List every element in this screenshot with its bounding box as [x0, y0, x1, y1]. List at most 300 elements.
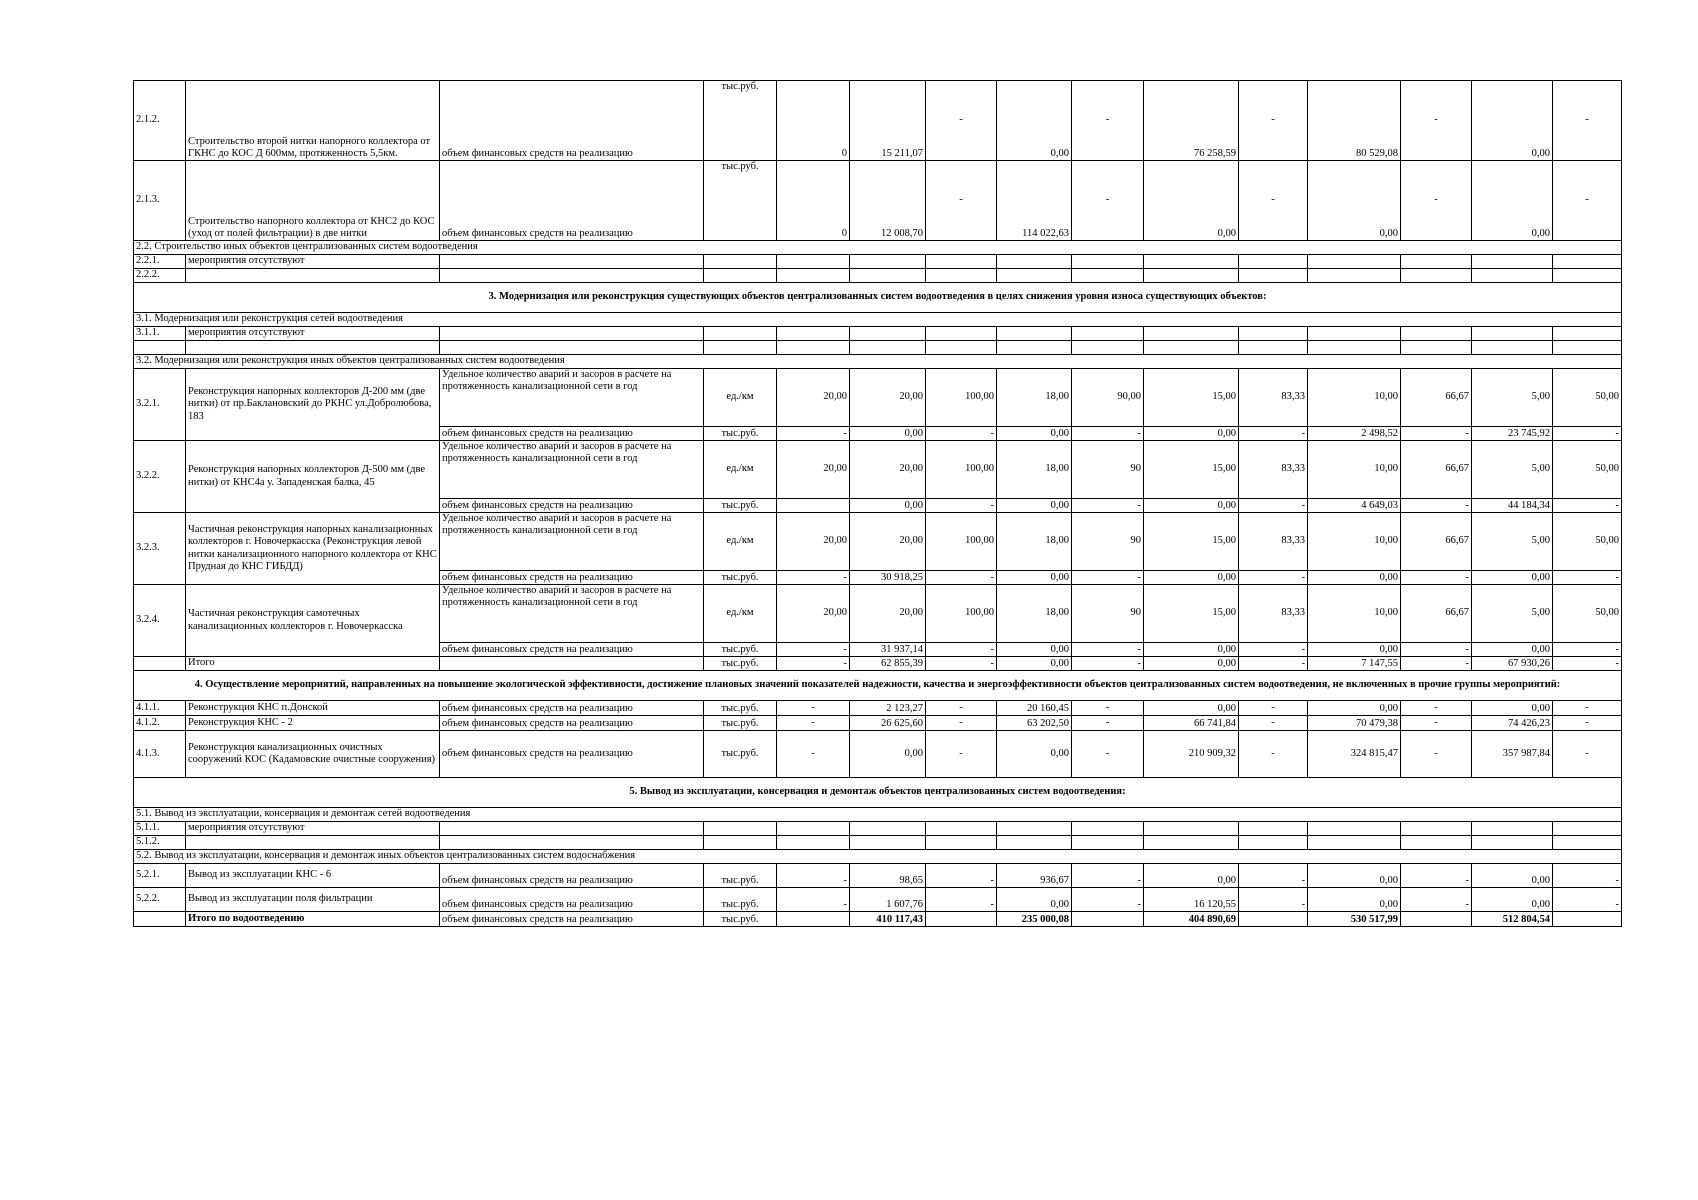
value-cell	[777, 912, 850, 927]
dash-cell: -	[1239, 499, 1308, 513]
value-cell: 98,65	[850, 864, 926, 888]
empty-cell	[1239, 341, 1308, 355]
indicator: объем финансовых средств на реализацию	[440, 701, 704, 716]
empty-cell	[1401, 255, 1472, 269]
value-cell: 18,00	[997, 585, 1072, 643]
value-cell: 50,00	[1553, 585, 1622, 643]
dash-cell: -	[1239, 643, 1308, 657]
item-number: 4.1.1.	[134, 701, 186, 716]
value-cell: 0,00	[1472, 701, 1553, 716]
dash-cell: -	[1239, 81, 1308, 161]
value-cell: 0,00	[1308, 161, 1401, 241]
item-number	[134, 657, 186, 671]
table-row	[134, 864, 1622, 888]
value-cell: 0,00	[1144, 701, 1239, 716]
item-number: 2.2.2.	[134, 269, 186, 283]
dash-cell: -	[1072, 716, 1144, 731]
empty-cell	[1553, 836, 1622, 850]
indicator-row	[134, 441, 1622, 499]
value-cell: 4 649,03	[1308, 499, 1401, 513]
value-cell: 936,67	[997, 864, 1072, 888]
dash-cell: -	[1401, 81, 1472, 161]
dash-cell: -	[777, 864, 850, 888]
empty-cell	[1553, 269, 1622, 283]
empty-cell	[440, 255, 704, 269]
section-heading: 5. Вывод из эксплуатации, консервация и демонтаж объектов централизованных систем водоотведения:	[134, 778, 1622, 808]
dash-cell: -	[926, 731, 997, 778]
value-cell: 31 937,14	[850, 643, 926, 657]
table-row	[134, 657, 1622, 671]
value-cell: 18,00	[997, 369, 1072, 427]
empty-cell	[926, 836, 997, 850]
empty-cell	[1308, 836, 1401, 850]
value-cell: 23 745,92	[1472, 427, 1553, 441]
subsection-row	[134, 355, 1622, 369]
dash-cell: -	[1072, 701, 1144, 716]
value-cell	[777, 499, 850, 513]
investment-program-table	[133, 80, 1622, 927]
empty-cell	[1401, 269, 1472, 283]
unit: тыс.руб.	[704, 427, 777, 441]
value-cell: 80 529,08	[1308, 81, 1401, 161]
dash-cell: -	[1239, 657, 1308, 671]
value-cell: 50,00	[1553, 369, 1622, 427]
value-cell: 20,00	[850, 513, 926, 571]
item-name: Реконструкция напорных коллекторов Д-200 мм (две нитки) от пр.Баклановский до РКНС ул.Добролюбова, 183	[186, 369, 440, 441]
dash-cell: -	[926, 427, 997, 441]
dash-cell: -	[1553, 716, 1622, 731]
item-name: Реконструкция канализационных очистных сооружений КОС (Кадамовские очистные сооружения)	[186, 731, 440, 778]
empty-cell	[997, 255, 1072, 269]
empty-cell	[1401, 822, 1472, 836]
value-cell: 0,00	[997, 81, 1072, 161]
empty-cell	[850, 327, 926, 341]
value-cell: 16 120,55	[1144, 888, 1239, 912]
value-cell	[1072, 912, 1144, 927]
empty-cell	[926, 341, 997, 355]
empty-cell	[926, 269, 997, 283]
value-cell: 18,00	[997, 441, 1072, 499]
value-cell: 44 184,34	[1472, 499, 1553, 513]
value-cell: 12 008,70	[850, 161, 926, 241]
value-cell: 0,00	[997, 499, 1072, 513]
dash-cell: -	[926, 571, 997, 585]
value-cell: 2 123,27	[850, 701, 926, 716]
item-name: Частичная реконструкция самотечных канализационных коллекторов г. Новочеркасска	[186, 585, 440, 657]
indicator: объем финансовых средств на реализацию	[440, 427, 704, 441]
empty-cell	[1472, 822, 1553, 836]
value-cell	[1239, 912, 1308, 927]
value-cell: 66 741,84	[1144, 716, 1239, 731]
dash-cell: -	[777, 427, 850, 441]
subsection-title: 5.1. Вывод из эксплуатации, консервация и демонтаж сетей водоотведения	[134, 808, 1622, 822]
dash-cell: -	[1401, 499, 1472, 513]
dash-cell: -	[1553, 571, 1622, 585]
indicator: объем финансовых средств на реализацию	[440, 643, 704, 657]
value-cell: 10,00	[1308, 441, 1401, 499]
value-cell: 210 909,32	[1144, 731, 1239, 778]
dash-cell: -	[926, 864, 997, 888]
value-cell: 0,00	[850, 427, 926, 441]
indicator: Удельное количество аварий и засоров в расчете на протяженность канализационной сети в год	[440, 441, 704, 499]
empty-cell	[1308, 822, 1401, 836]
empty-cell	[1144, 269, 1239, 283]
value-cell: 0,00	[997, 643, 1072, 657]
indicator: объем финансовых средств на реализацию	[440, 161, 704, 241]
value-cell: 10,00	[1308, 369, 1401, 427]
empty-cell	[997, 822, 1072, 836]
empty-cell	[850, 255, 926, 269]
item-name: Строительство второй нитки напорного коллектора от ГКНС до КОС Д 600мм, протяженность 5,5км.	[186, 81, 440, 161]
empty-cell	[1401, 327, 1472, 341]
value-cell: 512 804,54	[1472, 912, 1553, 927]
value-cell: 15 211,07	[850, 81, 926, 161]
item-number: 3.2.4.	[134, 585, 186, 657]
value-cell: 0,00	[1308, 888, 1401, 912]
dash-cell: -	[1553, 888, 1622, 912]
empty-cell	[777, 327, 850, 341]
value-cell	[1553, 912, 1622, 927]
empty-cell	[1239, 822, 1308, 836]
indicator: объем финансовых средств на реализацию	[440, 864, 704, 888]
dash-cell: -	[926, 643, 997, 657]
value-cell: 15,00	[1144, 513, 1239, 571]
empty-cell	[1072, 822, 1144, 836]
value-cell: 0,00	[850, 499, 926, 513]
item-number	[134, 341, 186, 355]
value-cell: 20,00	[777, 585, 850, 643]
subsection-row	[134, 313, 1622, 327]
value-cell: 0,00	[1308, 701, 1401, 716]
value-cell: 10,00	[1308, 585, 1401, 643]
item-name: Итого	[186, 657, 440, 671]
dash-cell: -	[777, 643, 850, 657]
indicator	[440, 657, 704, 671]
value-cell: 26 625,60	[850, 716, 926, 731]
empty-cell	[1401, 341, 1472, 355]
indicator: Удельное количество аварий и засоров в расчете на протяженность канализационной сети в год	[440, 369, 704, 427]
empty-cell	[1553, 822, 1622, 836]
table-row	[134, 255, 1622, 269]
item-number: 3.2.3.	[134, 513, 186, 585]
dash-cell: -	[777, 731, 850, 778]
section-heading-row	[134, 671, 1622, 701]
value-cell: 70 479,38	[1308, 716, 1401, 731]
unit: тыс.руб.	[704, 864, 777, 888]
empty-cell	[1308, 327, 1401, 341]
empty-cell	[777, 822, 850, 836]
empty-cell	[440, 327, 704, 341]
dash-cell: -	[1239, 864, 1308, 888]
dash-cell: -	[926, 657, 997, 671]
indicator: объем финансовых средств на реализацию	[440, 571, 704, 585]
value-cell: 0,00	[1308, 864, 1401, 888]
dash-cell: -	[1401, 716, 1472, 731]
value-cell: 324 815,47	[1308, 731, 1401, 778]
empty-cell	[1472, 341, 1553, 355]
dash-cell: -	[1239, 716, 1308, 731]
value-cell: 18,00	[997, 513, 1072, 571]
value-cell: 5,00	[1472, 369, 1553, 427]
item-name: Частичная реконструкция напорных канализационных коллекторов г. Новочеркасска (Реконструкция левой нитки канализационного напорного коллектора от КНС Прудная до КНС ГИБДД)	[186, 513, 440, 585]
item-number: 2.2.1.	[134, 255, 186, 269]
value-cell	[926, 912, 997, 927]
empty-cell	[850, 836, 926, 850]
item-name: Вывод из эксплуатации поля фильтрации	[186, 888, 440, 912]
value-cell: 50,00	[1553, 441, 1622, 499]
indicator: Удельное количество аварий и засоров в расчете на протяженность канализационной сети в год	[440, 585, 704, 643]
dash-cell: -	[1553, 731, 1622, 778]
dash-cell: -	[777, 571, 850, 585]
empty-cell	[1401, 836, 1472, 850]
unit: тыс.руб.	[704, 161, 777, 241]
empty-cell	[1553, 255, 1622, 269]
table-row	[134, 716, 1622, 731]
dash-cell: -	[777, 716, 850, 731]
value-cell: 0,00	[1308, 643, 1401, 657]
value-cell: 20,00	[850, 369, 926, 427]
table-row	[134, 912, 1622, 927]
section-heading: 3. Модернизация или реконструкция существующих объектов централизованных систем водоотведения в целях снижения уровня износа существующих объектов:	[134, 283, 1622, 313]
dash-cell: -	[1401, 731, 1472, 778]
value-cell: 100,00	[926, 369, 997, 427]
item-name: Вывод из эксплуатации КНС - 6	[186, 864, 440, 888]
value-cell: 0,00	[997, 657, 1072, 671]
value-cell: 20,00	[850, 441, 926, 499]
item-name: Реконструкция напорных коллекторов Д-500 мм (две нитки) от КНС4а у. Западенская балка, 45	[186, 441, 440, 513]
dash-cell: -	[1401, 864, 1472, 888]
value-cell: 66,67	[1401, 441, 1472, 499]
empty-cell	[1553, 341, 1622, 355]
value-cell: 530 517,99	[1308, 912, 1401, 927]
dash-cell: -	[1072, 571, 1144, 585]
value-cell: 7 147,55	[1308, 657, 1401, 671]
indicator: объем финансовых средств на реализацию	[440, 716, 704, 731]
unit: тыс.руб.	[704, 657, 777, 671]
unit: тыс.руб.	[704, 571, 777, 585]
item-number: 5.2.2.	[134, 888, 186, 912]
dash-cell: -	[926, 716, 997, 731]
dash-cell: -	[1401, 701, 1472, 716]
empty-cell	[1072, 269, 1144, 283]
empty-cell	[1472, 327, 1553, 341]
value-cell: 0,00	[1472, 888, 1553, 912]
dash-cell: -	[1401, 571, 1472, 585]
value-cell: 83,33	[1239, 585, 1308, 643]
value-cell: 63 202,50	[997, 716, 1072, 731]
dash-cell: -	[1553, 499, 1622, 513]
value-cell: 20,00	[777, 369, 850, 427]
item-name	[186, 836, 440, 850]
value-cell: 5,00	[1472, 441, 1553, 499]
value-cell: 357 987,84	[1472, 731, 1553, 778]
value-cell: 0,00	[1144, 657, 1239, 671]
value-cell: 15,00	[1144, 369, 1239, 427]
table-row	[134, 161, 1622, 241]
dash-cell: -	[1401, 888, 1472, 912]
empty-cell	[1308, 341, 1401, 355]
indicator: объем финансовых средств на реализацию	[440, 912, 704, 927]
table-row	[134, 888, 1622, 912]
dash-cell: -	[1553, 643, 1622, 657]
value-cell: 2 498,52	[1308, 427, 1401, 441]
dash-cell: -	[1072, 81, 1144, 161]
dash-cell: -	[1072, 888, 1144, 912]
empty-cell	[850, 341, 926, 355]
subsection-row	[134, 808, 1622, 822]
dash-cell: -	[1401, 161, 1472, 241]
section-heading-row	[134, 283, 1622, 313]
empty-cell	[440, 341, 704, 355]
unit: ед./км	[704, 585, 777, 643]
value-cell	[1401, 912, 1472, 927]
value-cell: 30 918,25	[850, 571, 926, 585]
value-cell: 1 607,76	[850, 888, 926, 912]
value-cell: 0	[777, 161, 850, 241]
unit: тыс.руб.	[704, 731, 777, 778]
value-cell: 20,00	[777, 441, 850, 499]
dash-cell: -	[1401, 643, 1472, 657]
empty-cell	[440, 269, 704, 283]
value-cell: 410 117,43	[850, 912, 926, 927]
empty-cell	[704, 269, 777, 283]
item-number: 3.2.1.	[134, 369, 186, 441]
empty-cell	[1072, 327, 1144, 341]
empty-cell	[1239, 255, 1308, 269]
section-heading: 4. Осуществление мероприятий, направленных на повышение экологической эффективности, достижение плановых значений показателей надежности, качества и энергоэффективности объектов централизованных систем водоотведения, не включенных в прочие группы мероприятий:	[134, 671, 1622, 701]
value-cell: 76 258,59	[1144, 81, 1239, 161]
empty-cell	[1144, 341, 1239, 355]
value-cell: 66,67	[1401, 513, 1472, 571]
unit: тыс.руб.	[704, 716, 777, 731]
table-row	[134, 731, 1622, 778]
dash-cell: -	[1072, 864, 1144, 888]
item-name: Реконструкция КНС п.Донской	[186, 701, 440, 716]
item-number: 3.2.2.	[134, 441, 186, 513]
empty-cell	[1072, 836, 1144, 850]
value-cell: 0,00	[1144, 427, 1239, 441]
empty-cell	[1144, 255, 1239, 269]
dash-cell: -	[1239, 571, 1308, 585]
item-number: 2.1.3.	[134, 161, 186, 241]
empty-cell	[440, 836, 704, 850]
dash-cell: -	[1072, 161, 1144, 241]
value-cell: 66,67	[1401, 369, 1472, 427]
item-name: мероприятия отсутствуют	[186, 255, 440, 269]
table-row	[134, 81, 1622, 161]
dash-cell: -	[1553, 427, 1622, 441]
indicator-row	[134, 585, 1622, 643]
item-name: Итого по водоотведению	[186, 912, 440, 927]
subsection-title: 5.2. Вывод из эксплуатации, консервация и демонтаж иных объектов централизованных систем водоснабжения	[134, 850, 1622, 864]
empty-cell	[926, 255, 997, 269]
table-row	[134, 269, 1622, 283]
empty-cell	[704, 327, 777, 341]
dash-cell: -	[1239, 731, 1308, 778]
empty-cell	[997, 327, 1072, 341]
value-cell: 100,00	[926, 585, 997, 643]
dash-cell: -	[777, 701, 850, 716]
dash-cell: -	[1401, 427, 1472, 441]
empty-cell	[1308, 269, 1401, 283]
value-cell: 62 855,39	[850, 657, 926, 671]
empty-cell	[704, 255, 777, 269]
value-cell: 15,00	[1144, 585, 1239, 643]
item-number: 2.1.2.	[134, 81, 186, 161]
unit: тыс.руб.	[704, 912, 777, 927]
subsection-title: 2.2. Строительство иных объектов централизованных систем водоотведения	[134, 241, 1622, 255]
empty-cell	[440, 822, 704, 836]
value-cell: 0,00	[1144, 499, 1239, 513]
value-cell: 67 930,26	[1472, 657, 1553, 671]
item-name: мероприятия отсутствуют	[186, 327, 440, 341]
empty-cell	[926, 822, 997, 836]
value-cell: 20,00	[850, 585, 926, 643]
dash-cell: -	[926, 499, 997, 513]
value-cell: 83,33	[1239, 369, 1308, 427]
empty-cell	[997, 269, 1072, 283]
value-cell: 15,00	[1144, 441, 1239, 499]
item-name: мероприятия отсутствуют	[186, 822, 440, 836]
dash-cell: -	[777, 888, 850, 912]
value-cell: 0,00	[1472, 571, 1553, 585]
value-cell: 90	[1072, 585, 1144, 643]
indicator: объем финансовых средств на реализацию	[440, 499, 704, 513]
value-cell: 0,00	[1308, 571, 1401, 585]
value-cell: 50,00	[1553, 513, 1622, 571]
value-cell: 5,00	[1472, 585, 1553, 643]
dash-cell: -	[1239, 161, 1308, 241]
empty-cell	[997, 836, 1072, 850]
unit: ед./км	[704, 513, 777, 571]
dash-cell: -	[1072, 731, 1144, 778]
dash-cell: -	[1553, 864, 1622, 888]
table-row	[134, 822, 1622, 836]
empty-cell	[1072, 341, 1144, 355]
empty-cell	[704, 836, 777, 850]
value-cell: 0,00	[1144, 864, 1239, 888]
empty-cell	[850, 269, 926, 283]
value-cell: 235 000,08	[997, 912, 1072, 927]
dash-cell: -	[1239, 888, 1308, 912]
unit: тыс.руб.	[704, 888, 777, 912]
value-cell: 20 160,45	[997, 701, 1072, 716]
value-cell: 0,00	[1472, 81, 1553, 161]
unit: тыс.руб.	[704, 499, 777, 513]
empty-cell	[1144, 836, 1239, 850]
empty-cell	[1308, 255, 1401, 269]
value-cell: 0,00	[1144, 643, 1239, 657]
value-cell: 0,00	[997, 571, 1072, 585]
item-number: 5.2.1.	[134, 864, 186, 888]
value-cell: 10,00	[1308, 513, 1401, 571]
empty-cell	[1472, 836, 1553, 850]
empty-cell	[777, 255, 850, 269]
empty-cell	[1144, 822, 1239, 836]
item-name: Строительство напорного коллектора от КНС2 до КОС (уход от полей фильтрации) в две нитки	[186, 161, 440, 241]
empty-cell	[1239, 327, 1308, 341]
unit: тыс.руб.	[704, 701, 777, 716]
unit: тыс.руб.	[704, 643, 777, 657]
item-number: 4.1.3.	[134, 731, 186, 778]
empty-cell	[1472, 255, 1553, 269]
subsection-title: 3.1. Модернизация или реконструкция сетей водоотведения	[134, 313, 1622, 327]
empty-cell	[777, 341, 850, 355]
value-cell: 0,00	[997, 731, 1072, 778]
value-cell: 90,00	[1072, 369, 1144, 427]
empty-cell	[850, 822, 926, 836]
value-cell: 100,00	[926, 513, 997, 571]
